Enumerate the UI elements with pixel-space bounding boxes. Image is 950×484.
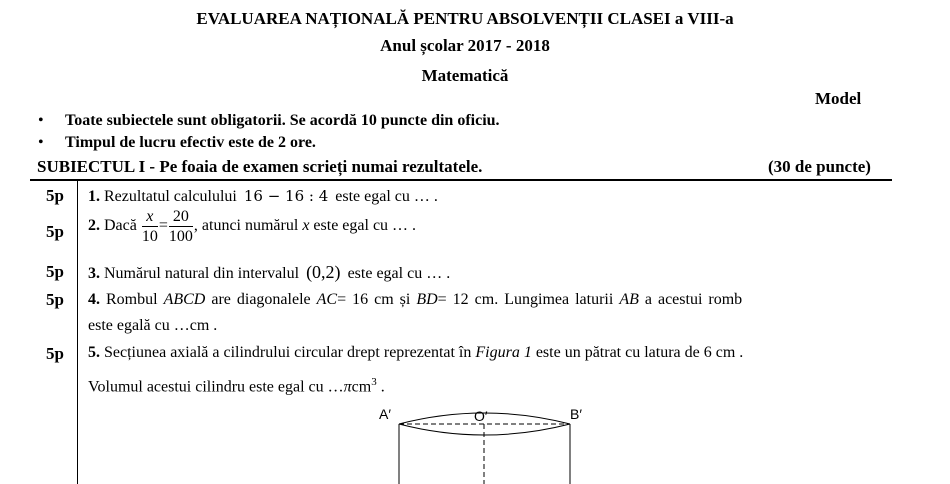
fraction-20-over-100: $\frac{20}{100}$	[168, 208, 193, 245]
question-2: 2. Dacă $\frac{x}{10}$ = $\frac{20}{100}$ , atunci numărul x este egal cu … .	[88, 208, 417, 245]
section-title: SUBIECTUL I - Pe foaia de examen scrieți numai rezultatele.	[37, 157, 483, 176]
instruction-item: • Timpul de lucru efectiv este de 2 ore.	[38, 134, 316, 152]
question-points: 5p	[46, 262, 64, 281]
question-points: 5p	[46, 344, 64, 363]
section-divider	[30, 179, 892, 181]
math-interval: (0,2)	[306, 262, 341, 282]
point-a-prime-label: A′	[379, 406, 391, 422]
instruction-item: • Toate subiectele sunt obligatorii. Se acordă 10 puncte din oficiu.	[38, 112, 500, 130]
subject-name: Matematică	[421, 66, 509, 85]
question-1: 1. Rezultatul calculului 16 − 16 : 4 este egal cu … .	[88, 187, 438, 205]
question-4: 4. Rombul ABCD are diagonalele AC= 16 cm și BD= 12 cm. Lungimea laturii AB a acestui romb	[88, 291, 743, 308]
question-points: 5p	[46, 222, 64, 241]
question-5-line2: Volumul acestui cilindru este egal cu …πcm$^3$ .	[88, 376, 385, 396]
point-b-prime-label: B′	[570, 406, 582, 422]
math-expression: 16 − 16 : 4	[243, 187, 329, 205]
figure-1-cylinder	[370, 400, 600, 484]
question-4-line2: este egală cu …cm .	[88, 317, 218, 334]
point-o-prime-label: O′	[474, 408, 488, 424]
model-label: Model	[815, 89, 862, 108]
question-points: 5p	[46, 186, 64, 205]
exam-title: EVALUAREA NAȚIONALĂ PENTRU ABSOLVENȚII CLASEI a VIII-a	[196, 9, 734, 28]
fraction-x-over-10: $\frac{x}{10}$	[141, 208, 158, 245]
question-5: 5. Secțiunea axială a cilindrului circular drept reprezentat în Figura 1 este un pătrat cu latura de 6 cm .	[88, 344, 744, 361]
question-3: 3. Numărul natural din intervalul (0,2) este egal cu … .	[88, 262, 451, 282]
points-column-divider	[77, 180, 78, 484]
school-year: Anul școlar 2017 - 2018	[380, 36, 550, 55]
section-points: (30 de puncte)	[768, 157, 871, 176]
question-points: 5p	[46, 290, 64, 309]
